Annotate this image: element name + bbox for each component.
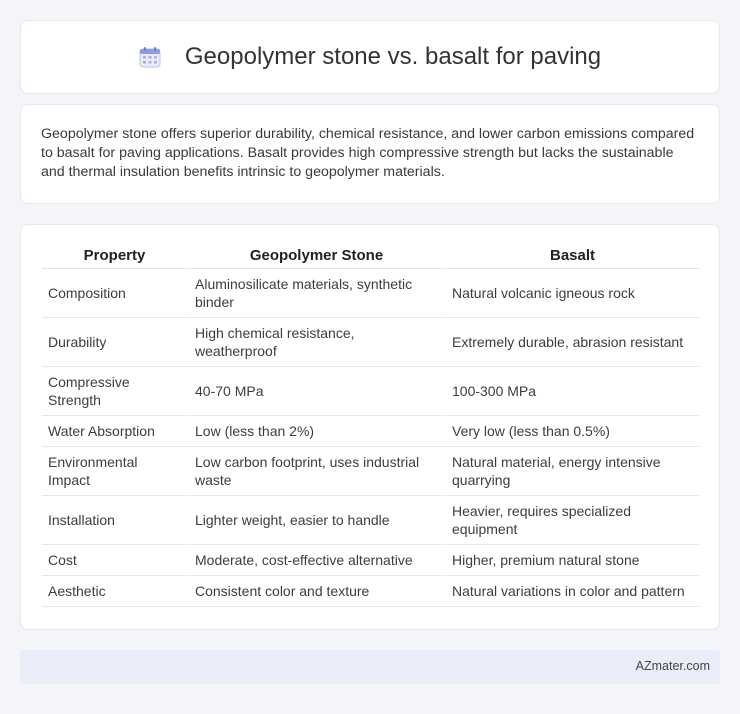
table-row xyxy=(42,545,699,576)
geopolymer-cell: 40-70 MPa xyxy=(187,367,444,416)
geopolymer-cell: Low carbon footprint, uses industrial waste xyxy=(187,447,444,496)
basalt-cell: Extremely durable, abrasion resistant xyxy=(444,318,699,367)
table-header-row xyxy=(42,245,699,269)
calendar-icon xyxy=(139,46,161,68)
property-cell: Composition xyxy=(42,269,187,318)
table-row xyxy=(42,269,699,318)
table-row xyxy=(42,576,699,607)
basalt-cell: Natural material, energy intensive quarrying xyxy=(444,447,699,496)
property-cell: Water Absorption xyxy=(42,416,187,447)
basalt-cell: Heavier, requires specialized equipment xyxy=(444,496,699,545)
geopolymer-cell: Consistent color and texture xyxy=(187,576,444,607)
property-cell: Aesthetic xyxy=(42,576,187,607)
table-row xyxy=(42,496,699,545)
property-cell: Environmental Impact xyxy=(42,447,187,496)
property-cell: Compressive Strength xyxy=(42,367,187,416)
property-cell: Installation xyxy=(42,496,187,545)
footer-site-label: AZmater.com xyxy=(635,659,710,673)
comparison-table xyxy=(42,245,699,607)
basalt-cell: 100-300 MPa xyxy=(444,367,699,416)
property-cell: Cost xyxy=(42,545,187,576)
header-property: Property xyxy=(42,245,187,269)
basalt-cell: Very low (less than 0.5%) xyxy=(444,416,699,447)
comparison-table-card xyxy=(20,224,720,630)
geopolymer-cell: Aluminosilicate materials, synthetic binder xyxy=(187,269,444,318)
table-row xyxy=(42,416,699,447)
footer xyxy=(20,650,720,684)
geopolymer-cell: Low (less than 2%) xyxy=(187,416,444,447)
table-row xyxy=(42,318,699,367)
summary-text: Geopolymer stone offers superior durability, chemical resistance, and lower carbon emissions compared to basalt for paving applications. Basalt provides high compressive strength but lacks the sustainable and thermal insulation benefits intrinsic to geopolymer materials. xyxy=(41,126,695,180)
summary-card xyxy=(20,104,720,204)
basalt-cell: Natural volcanic igneous rock xyxy=(444,269,699,318)
geopolymer-cell: High chemical resistance, weatherproof xyxy=(187,318,444,367)
geopolymer-cell: Moderate, cost-effective alternative xyxy=(187,545,444,576)
header-geopolymer-stone: Geopolymer Stone xyxy=(187,245,444,269)
geopolymer-cell: Lighter weight, easier to handle xyxy=(187,496,444,545)
basalt-cell: Natural variations in color and pattern xyxy=(444,576,699,607)
table-row xyxy=(42,367,699,416)
table-row xyxy=(42,447,699,496)
basalt-cell: Higher, premium natural stone xyxy=(444,545,699,576)
title-card xyxy=(20,20,720,94)
property-cell: Durability xyxy=(42,318,187,367)
page-title: Geopolymer stone vs. basalt for paving xyxy=(184,43,602,70)
header-basalt: Basalt xyxy=(444,245,699,269)
